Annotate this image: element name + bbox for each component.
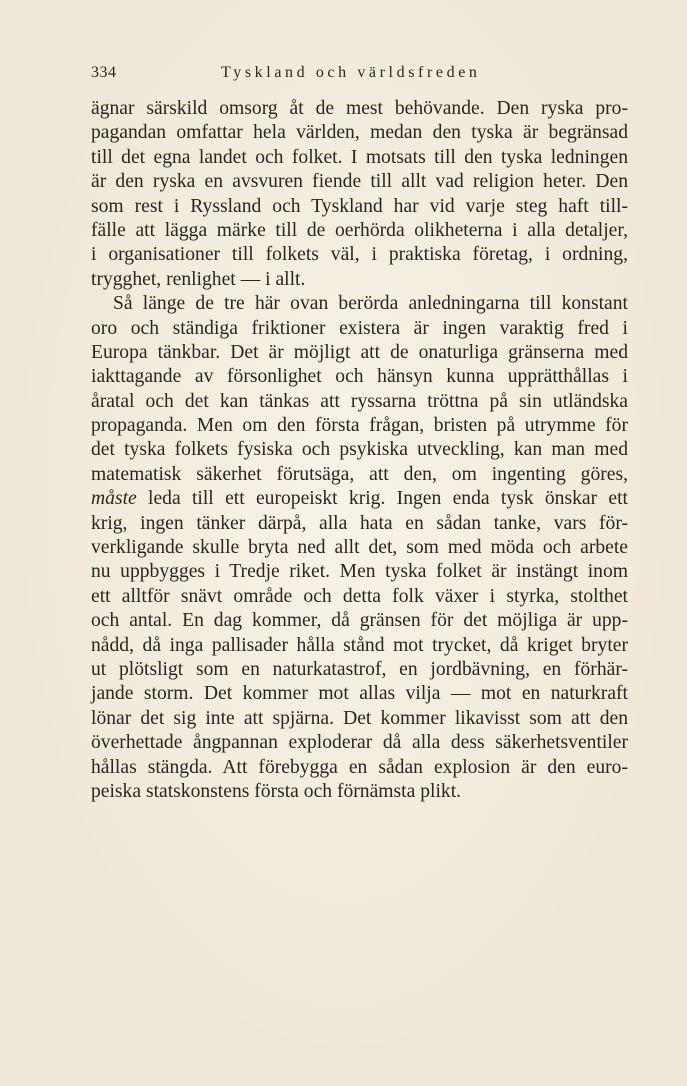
text-line: till det egna landet och folket. I motsats till den tyska ledningen xyxy=(91,146,628,168)
text-line: i organisationer till folkets väl, i praktiska företag, i ordning, xyxy=(91,244,628,266)
text-line: iakttagande av försonlighet och hänsyn kunna upprätthållas i xyxy=(91,366,628,388)
text-line: nu uppbygges i Tredje riket. Men tyska folket är instängt inom xyxy=(91,561,628,583)
text-line: propaganda. Men om den första frågan, bristen på utrymme för xyxy=(91,415,628,437)
text-line: fälle att lägga märke till de oerhörda olikheterna i alla detaljer, xyxy=(91,219,628,241)
text-line: är den ryska en avsvuren fiende till allt vad religion heter. Den xyxy=(91,171,628,193)
text-line: trygghet, renlighet — i allt. xyxy=(91,268,306,290)
italic-word: måste xyxy=(91,488,137,510)
running-title: Tyskland och världsfreden xyxy=(221,64,481,81)
body-text xyxy=(91,97,628,804)
text-line: oro och ständiga friktioner existera är ingen varaktig fred i xyxy=(91,317,628,339)
text-line: lönar det sig inte att spjärna. Det kommer likavisst som att den xyxy=(91,707,628,729)
text-line: ut plötsligt som en naturkatastrof, en jordbävning, en förhär- xyxy=(91,658,628,680)
text-line: krig, ingen tänker därpå, alla hata en sådan tanke, vars för- xyxy=(91,512,628,534)
text-line: nådd, då inga pallisader hålla stånd mot trycket, då kriget bryter xyxy=(91,634,628,656)
text-line-rest: leda till ett europeiskt krig. Ingen enda tysk önskar ett xyxy=(136,488,628,510)
text-line: matematisk säkerhet förutsäga, att den, om ingenting göres, xyxy=(91,463,628,485)
text-line: som rest i Ryssland och Tyskland har vid varje steg haft till- xyxy=(91,195,628,217)
text-line: det tyska folkets fysiska och psykiska utveckling, kan man med xyxy=(91,439,628,461)
text-line: peiska statskonstens första och förnämsta plikt. xyxy=(91,780,462,802)
paragraph-1 xyxy=(91,97,628,292)
text-line: verkligande skulle bryta ned allt det, som med möda och arbete xyxy=(91,537,628,559)
text-line: överhettade ångpannan exploderar då alla dess säkerhetsventiler xyxy=(91,732,628,754)
text-line: hållas stängda. Att förebygga en sådan explosion är den euro- xyxy=(91,756,628,778)
text-line: åratal och det kan tänkas att ryssarna tröttna på sin utländska xyxy=(91,390,628,412)
paragraph-2 xyxy=(91,292,628,804)
text-line: Europa tänkbar. Det är möjligt att de onaturliga gränserna med xyxy=(91,341,628,363)
text-line: Så länge de tre här ovan berörda anledningarna till konstant xyxy=(113,293,628,315)
text-line: jande storm. Det kommer mot allas vilja — mot en naturkraft xyxy=(91,683,628,705)
text-line-with-emphasis xyxy=(91,487,628,511)
page-header xyxy=(91,62,611,90)
text-line: pagandan omfattar hela världen, medan den tyska är begränsad xyxy=(91,122,628,144)
text-line: och antal. En dag kommer, då gränsen för det möjliga är upp- xyxy=(91,610,628,632)
text-line: ägnar särskild omsorg åt de mest behövande. Den ryska pro- xyxy=(91,98,628,119)
page-number: 334 xyxy=(91,64,117,81)
text-line: ett alltför snävt område och detta folk växer i styrka, stolthet xyxy=(91,585,628,607)
